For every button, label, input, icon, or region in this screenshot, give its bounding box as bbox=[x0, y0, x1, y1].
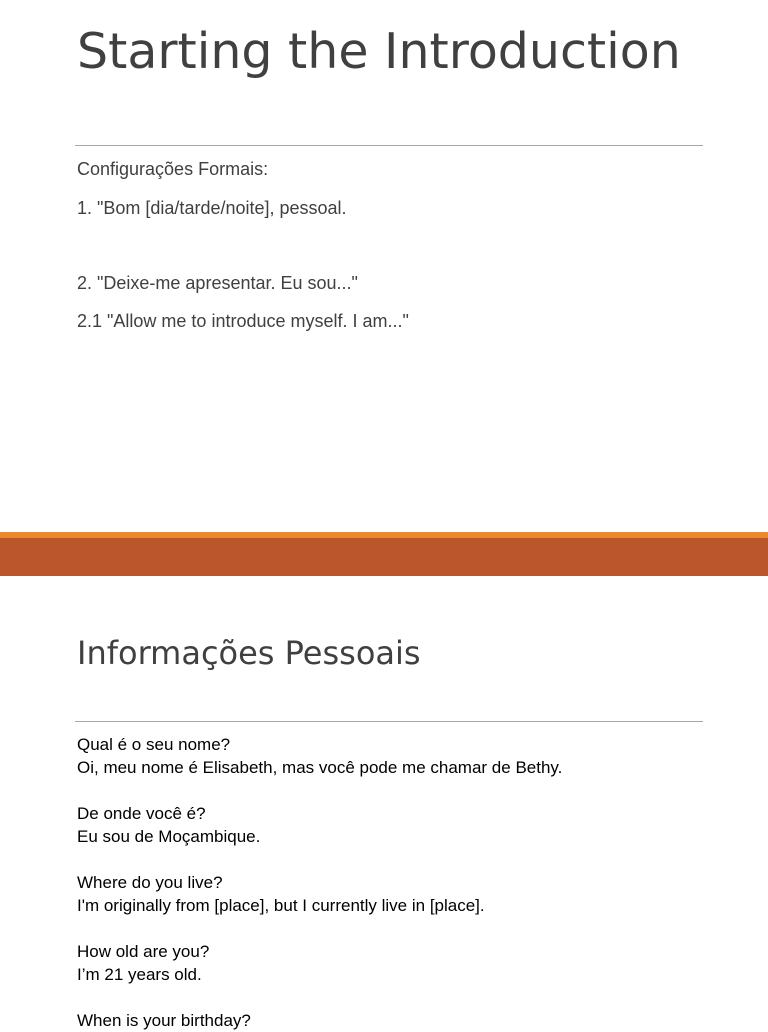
body-line-introduce-pt: 2. "Deixe-me apresentar. Eu sou..." bbox=[77, 273, 358, 293]
body-line-formal-settings: Configurações Formais: bbox=[77, 159, 269, 179]
title-underline bbox=[75, 145, 703, 146]
slide2-title: Informações Pessoais bbox=[77, 634, 421, 672]
qa-item-birthday bbox=[77, 1009, 251, 1032]
slide-divider bbox=[0, 532, 768, 576]
answer: Oi, meu nome é Elisabeth, mas você pode me chamar de Bethy. bbox=[77, 758, 563, 777]
answer: Eu sou de Moçambique. bbox=[77, 827, 261, 846]
qa-item-age bbox=[77, 940, 209, 986]
qa-item-name bbox=[77, 733, 562, 779]
question: Qual é o seu nome? bbox=[77, 735, 231, 754]
answer: I'm originally from [place], but I currently live in [place]. bbox=[77, 896, 485, 915]
question: How old are you? bbox=[77, 942, 210, 961]
question: When is your birthday? bbox=[77, 1011, 251, 1030]
slide2-title-underline bbox=[75, 721, 703, 722]
slide-title: Starting the Introduction bbox=[77, 23, 681, 80]
question: De onde você é? bbox=[77, 804, 206, 823]
slide-divider-accent bbox=[0, 532, 768, 538]
body-line-introduce-en: 2.1 "Allow me to introduce myself. I am..." bbox=[77, 311, 409, 331]
answer: I’m 21 years old. bbox=[77, 965, 202, 984]
question: Where do you live? bbox=[77, 873, 223, 892]
qa-item-residence bbox=[77, 871, 485, 917]
body-line-greeting: 1. "Bom [dia/tarde/noite], pessoal. bbox=[77, 198, 347, 218]
qa-item-origin bbox=[77, 802, 260, 848]
